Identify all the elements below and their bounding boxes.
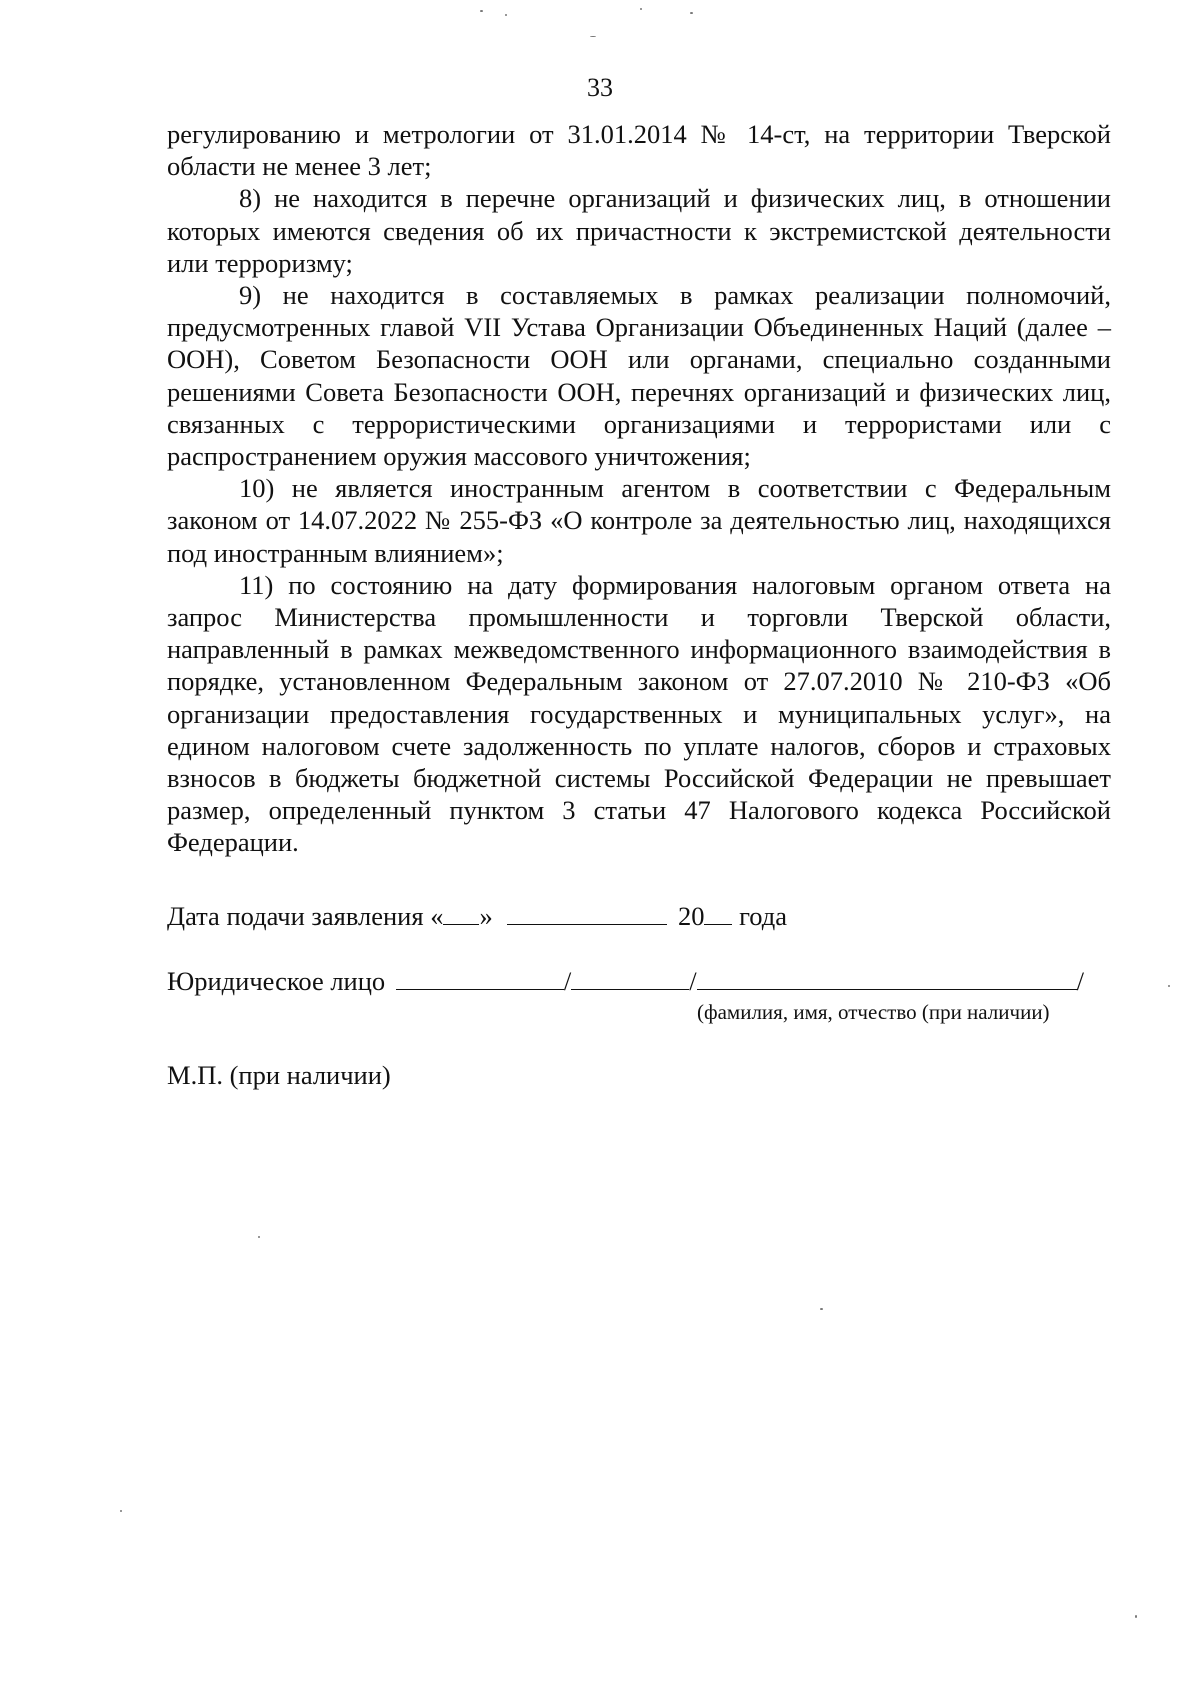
paragraph-continuation: регулированию и метрологии от 31.01.2014 № 14-ст, на территории Тверской области не менее 3 лет; (167, 119, 1111, 182)
date-line (167, 900, 787, 932)
scan-speck (640, 8, 642, 10)
list-item-11: 11) по состоянию на дату формирования налоговым органом ответа на запрос Министерства промышленности и торговли Тверской области, направленный в рамках межведомственного информационного взаимодействия в порядке, установленном Федеральным законом от 27.07.2010 № 210-ФЗ «Об организации предоставления государственных и муниципальных услуг», на едином налоговом счете задолженность по уплате налогов, сборов и страховых взносов в бюджеты бюджетной системы Российской Федерации не превышает размер, определенный пунктом 3 статьи 47 Налогового кодекса Российской Федерации. (167, 569, 1111, 858)
list-item-10: 10) не является иностранным агентом в соответствии с Федеральным законом от 14.07.2022 № 255-ФЗ «О контроле за деятельностью лиц, находящихся под иностранным влиянием»; (167, 473, 1111, 568)
month-blank[interactable] (507, 900, 667, 925)
full-name-hint: (фамилия, имя, отчество (при наличии) (697, 1000, 1050, 1024)
scan-speck (1168, 985, 1170, 987)
list-item-9: 9) не находится в составляемых в рамках реализации полномочий, предусмотренных главой VII Устава Организации Объединенных Наций (далее – ООН), Советом Безопасности ООН или органами, специально созданными решениями Совета Безопасности ООН, перечнях организаций и физических лиц, связанных с террористическими организациями и террористами или с распространением оружия массового уничтожения; (167, 280, 1111, 472)
close-quote: » (479, 901, 493, 931)
signature-blank[interactable] (571, 965, 689, 990)
open-quote: « (430, 901, 444, 931)
separator-1: / (563, 966, 572, 996)
day-blank[interactable] (443, 900, 479, 925)
scan-speck (820, 1308, 823, 1310)
scan-speck (120, 1510, 122, 1512)
scan-speck (505, 14, 507, 16)
full-name-blank[interactable] (697, 965, 1077, 990)
scan-speck (480, 10, 483, 12)
stamp-line: М.П. (при наличии) (167, 1060, 391, 1090)
scan-speck (1135, 1615, 1137, 1618)
year-suffix: года (739, 901, 788, 931)
signature-label: Юридическое лицо (167, 966, 386, 996)
scan-speck (590, 36, 596, 37)
page-number: 33 (587, 73, 613, 102)
position-blank[interactable] (396, 965, 564, 990)
separator-2: / (689, 966, 697, 996)
year-prefix: 20 (677, 901, 705, 931)
year-blank[interactable] (704, 900, 732, 925)
scan-speck (258, 1236, 260, 1238)
separator-3: / (1076, 966, 1084, 996)
scan-speck (690, 12, 693, 14)
list-item-8: 8) не находится в перечне организаций и физических лиц, в отношении которых имеются сведения об их причастности к экстремистской деятельности или терроризму; (167, 183, 1111, 278)
signature-line (167, 965, 1084, 997)
date-label: Дата подачи заявления (167, 901, 424, 931)
document-body (167, 118, 1111, 859)
